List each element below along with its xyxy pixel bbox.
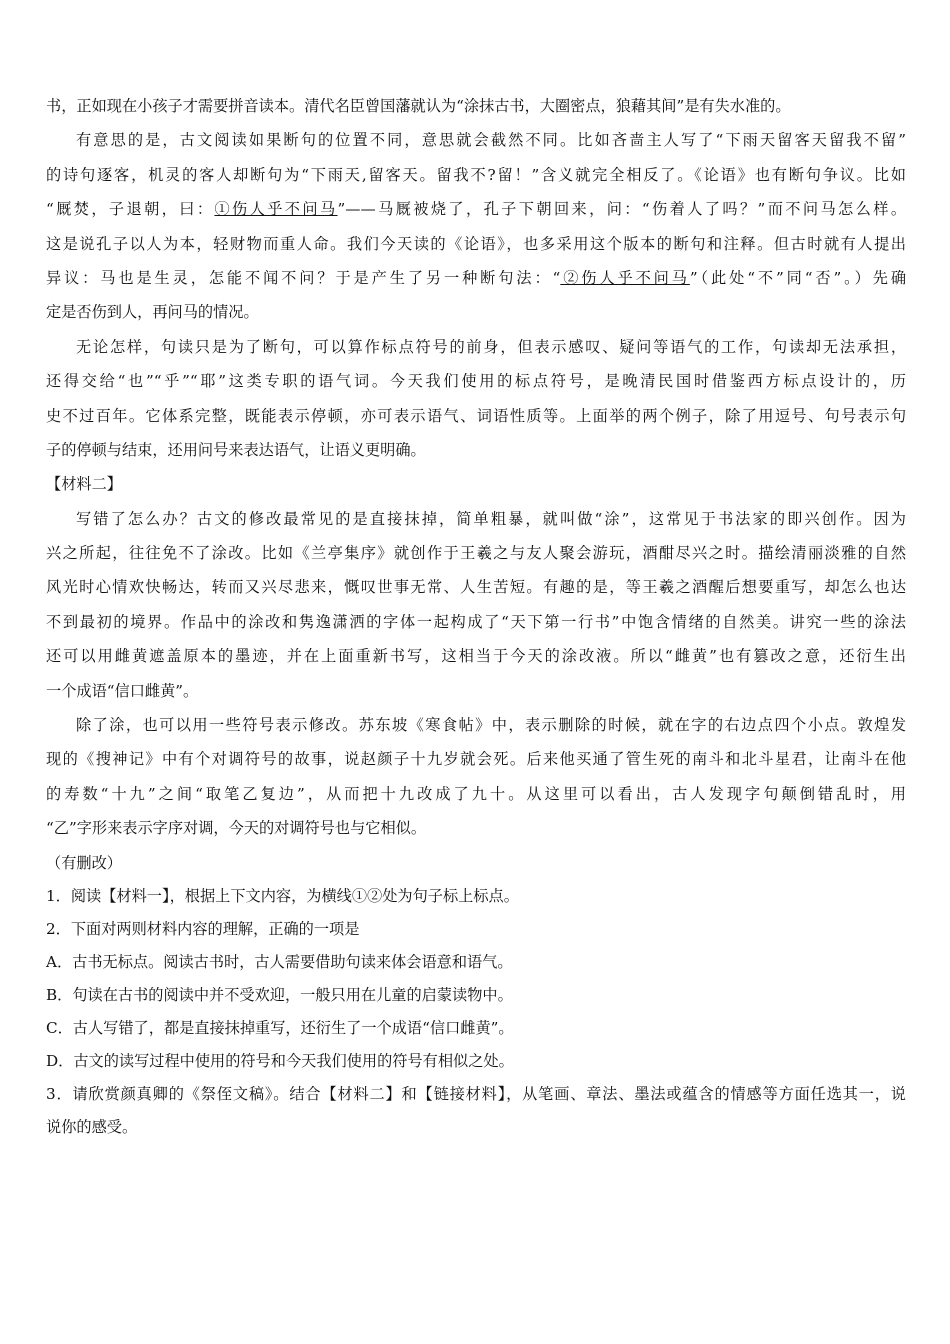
paragraph-line: 不到最初的境界。作品中的涂改和隽逸潇洒的字体一起构成了“天下第一行书”中饱含情绪的自然美。讲究一些的涂法	[46, 612, 906, 631]
paragraph-line: 还得交给“也”“乎”“耶”这类专职的语气词。今天我们使用的标点符号，是晚清民国时借鉴西方标点设计的，历	[46, 372, 906, 391]
text-run: ”（此处“不”同“否”。）先确	[689, 268, 907, 287]
option-a: A．古书无标点。阅读古书时，古人需要借助句读来体会语意和语气。	[46, 952, 513, 971]
article-body	[46, 96, 906, 1150]
paragraph-line: 这是说孔子以人为本，轻财物而重人命。我们今天读的《论语》，也多采用这个版本的断句和注释。但古时就有人提出	[46, 234, 906, 253]
paragraph-line	[46, 199, 906, 219]
paragraph-line: 无论怎样，句读只是为了断句，可以算作标点符号的前身，但表示感叹、疑问等语气的工作，句读却无法承担，	[76, 337, 906, 356]
paragraph-line: 的寿数“十九”之间“取笔乙复边”，从而把十九改成了九十。从这里可以看出，古人发现字句颠倒错乱时，用	[46, 784, 906, 803]
paragraph-line: “乙”字形来表示字序对调，今天的对调符号也与它相似。	[46, 819, 427, 838]
option-c: C．古人写错了，都是直接抹掉重写，还衍生了一个成语“信口雌黄”。	[46, 1018, 514, 1037]
paragraph-line	[46, 268, 906, 288]
source-note: （有删改）	[46, 853, 122, 872]
question-3: 3．请欣赏颜真卿的《祭侄文稿》。结合【材料二】和【链接材料】，从笔画、章法、墨法或蕴含的情感等方面任选其一，说	[46, 1084, 906, 1103]
section-heading: 【材料二】	[46, 475, 122, 494]
paragraph-line: 有意思的是，古文阅读如果断句的位置不同，意思就会截然不同。比如吝啬主人写了“下雨天留客天留我不留”	[76, 131, 906, 150]
question-3-cont: 说你的感受。	[46, 1117, 138, 1136]
paragraph-line: 一个成语“信口雌黄”。	[46, 681, 199, 700]
paragraph-line: 风光时心情欢快畅达，转而又兴尽悲来，慨叹世事无常、人生苦短。有趣的是，等王羲之酒醒后想要重写，却怎么也达	[46, 578, 906, 597]
text-run: “厩焚，子退朝，曰：	[46, 200, 215, 219]
blank-sentence-1: ①伤人乎不问马	[214, 200, 338, 219]
text-run: ”——马厩被烧了，孔子下朝回来，问：“伤着人了吗？”而不问马怎么样。	[337, 200, 907, 219]
paragraph-line: 的诗句逐客，机灵的客人却断句为“下雨天,留客天。留我不?留！”含义就完全相反了。《论语》也有断句争议。比如	[46, 165, 906, 184]
paragraph-line: 兴之所起，往往免不了涂改。比如《兰亭集序》就创作于王羲之与友人聚会游玩，酒酣尽兴之时。描绘清丽淡雅的自然	[46, 544, 906, 563]
text-run: 异议：马也是生灵，怎能不闻不问？于是产生了另一种断句法：“	[46, 268, 561, 287]
option-d: D．古文的读写过程中使用的符号和今天我们使用的符号有相似之处。	[46, 1051, 514, 1070]
question-2: 2．下面对两则材料内容的理解，正确的一项是	[46, 919, 360, 938]
paragraph-line: 除了涂，也可以用一些符号表示修改。苏东坡《寒食帖》中，表示删除的时候，就在字的右边点四个小点。敦煌发	[76, 716, 906, 735]
paragraph-line: 定是否伤到人，再问马的情况。	[46, 303, 259, 322]
paragraph-line: 子的停顿与结束，还用问号来表达语气，让语义更明确。	[46, 440, 426, 459]
paragraph-line: 还可以用雌黄遮盖原本的墨迹，并在上面重新书写，这相当于今天的涂改液。所以“雌黄”也有篡改之意，还衍生出	[46, 647, 906, 666]
paragraph-line: 写错了怎么办？古文的修改最常见的是直接抹掉，简单粗暴，就叫做“涂”，这常见于书法家的即兴创作。因为	[76, 509, 906, 528]
option-b: B．句读在古书的阅读中并不受欢迎，一般只用在儿童的启蒙读物中。	[46, 985, 513, 1004]
paragraph-line: 现的《搜神记》中有个对调符号的故事，说赵颜子十九岁就会死。后来他买通了管生死的南斗和北斗星君，让南斗在他	[46, 750, 906, 769]
paragraph-line: 书，正如现在小孩子才需要拼音读本。清代名臣曾国藩就认为“涂抹古书，大圈密点，狼藉其间”是有失水准的。	[46, 97, 791, 115]
blank-sentence-2: ②伤人乎不问马	[560, 268, 690, 287]
paragraph-line: 史不过百年。它体系完整，既能表示停顿，亦可表示语气、词语性质等。上面举的两个例子，除了用逗号、句号表示句	[46, 406, 906, 425]
question-1: 1．阅读【材料一】，根据上下文内容，为横线①②处为句子标上标点。	[46, 886, 519, 905]
